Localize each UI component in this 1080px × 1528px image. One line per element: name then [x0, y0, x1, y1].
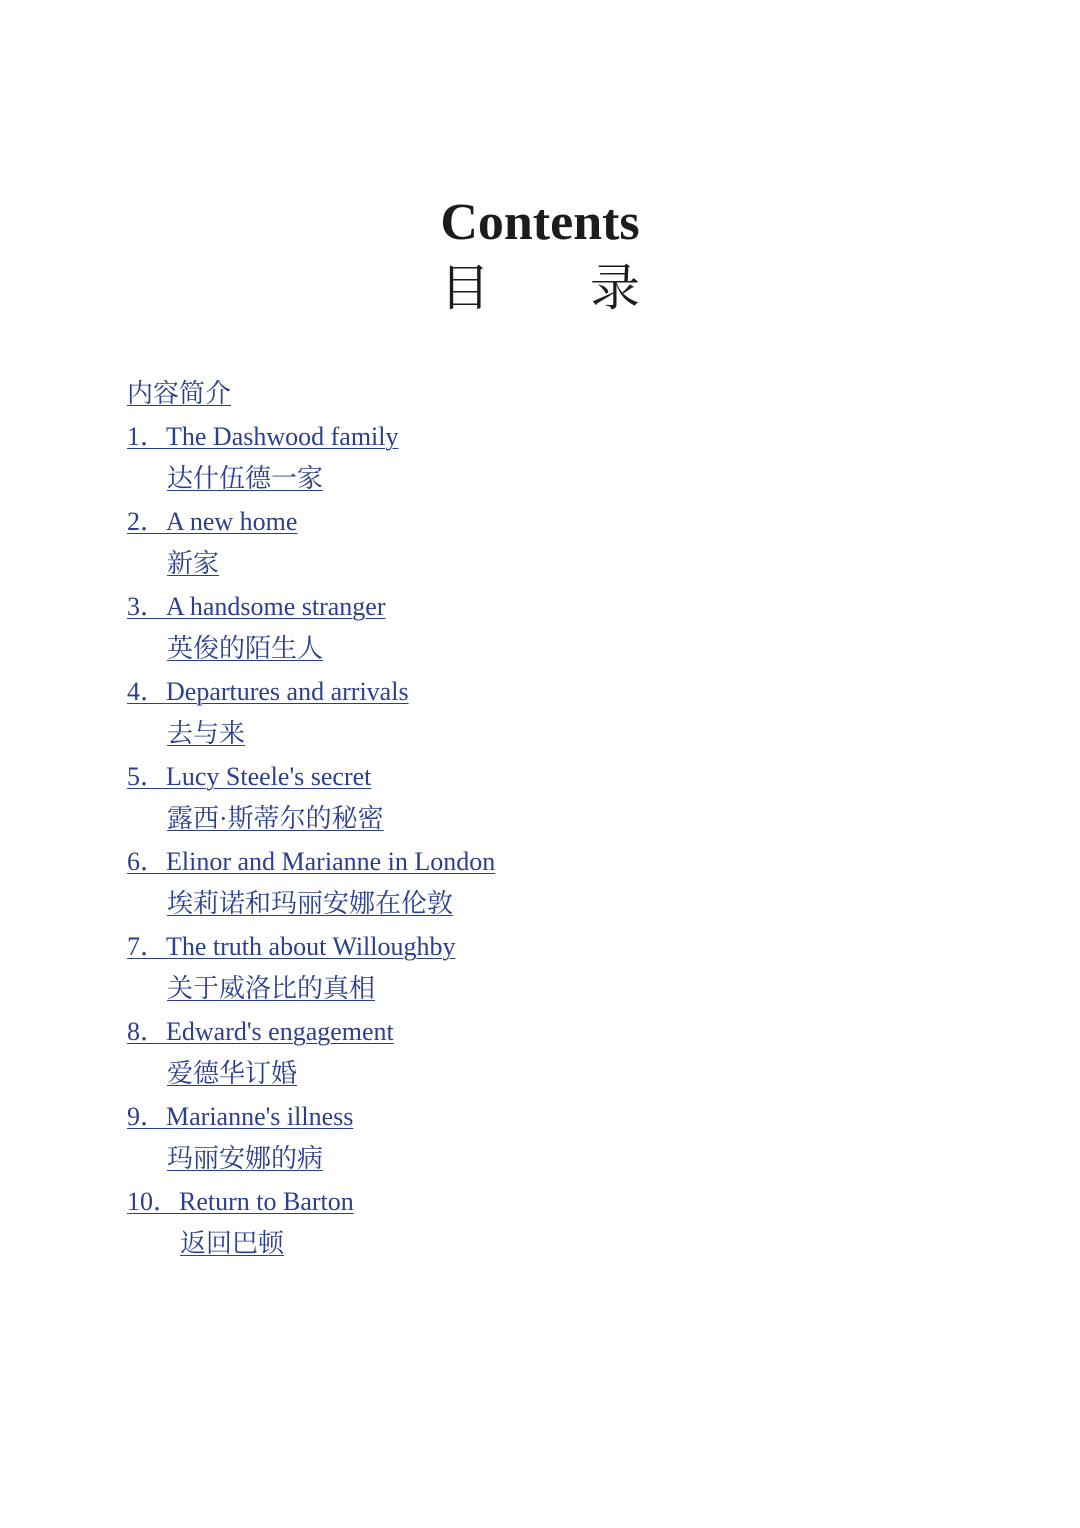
toc-link-chapter-9[interactable]: 9．Marianne's illness	[127, 1101, 354, 1131]
toc-link-chapter-7-chinese[interactable]: 关于威洛比的真相	[167, 974, 376, 1003]
toc-link-chapter-10-chinese[interactable]: 返回巴顿	[180, 1229, 285, 1258]
toc-link-chapter-1-chinese[interactable]: 达什伍德一家	[167, 464, 324, 493]
toc-link-chapter-3-chinese[interactable]: 英俊的陌生人	[167, 634, 324, 663]
toc-link-chapter-8-chinese[interactable]: 爱德华订婚	[167, 1059, 298, 1088]
toc-link-chapter-4[interactable]: 4．Departures and arrivals	[127, 676, 409, 706]
toc-link-chapter-2-chinese[interactable]: 新家	[167, 549, 220, 578]
toc-link-chapter-2[interactable]: 2．A new home	[127, 506, 298, 536]
toc-link-chapter-10[interactable]: 10．Return to Barton	[127, 1186, 354, 1216]
toc-link-chapter-6-chinese[interactable]: 埃莉诺和玛丽安娜在伦敦	[167, 889, 454, 918]
page-title-chinese: 目 录	[440, 259, 640, 317]
toc-link-chapter-8[interactable]: 8．Edward's engagement	[127, 1016, 394, 1046]
toc-link-chapter-5-chinese[interactable]: 露西·斯蒂尔的秘密	[167, 804, 384, 833]
table-of-contents	[127, 373, 947, 1266]
toc-link-chapter-7[interactable]: 7．The truth about Willoughby	[127, 931, 456, 961]
toc-link-chapter-9-chinese[interactable]: 玛丽安娜的病	[167, 1144, 324, 1173]
toc-link-chapter-5[interactable]: 5．Lucy Steele's secret	[127, 761, 372, 791]
toc-link-chapter-4-chinese[interactable]: 去与来	[167, 719, 246, 748]
toc-link-chapter-3[interactable]: 3．A handsome stranger	[127, 591, 386, 621]
page-title: Contents	[440, 194, 640, 251]
toc-link-chapter-1[interactable]: 1．The Dashwood family	[127, 421, 399, 451]
toc-link-intro[interactable]: 内容简介	[127, 379, 232, 408]
toc-link-chapter-6[interactable]: 6．Elinor and Marianne in London	[127, 846, 496, 876]
